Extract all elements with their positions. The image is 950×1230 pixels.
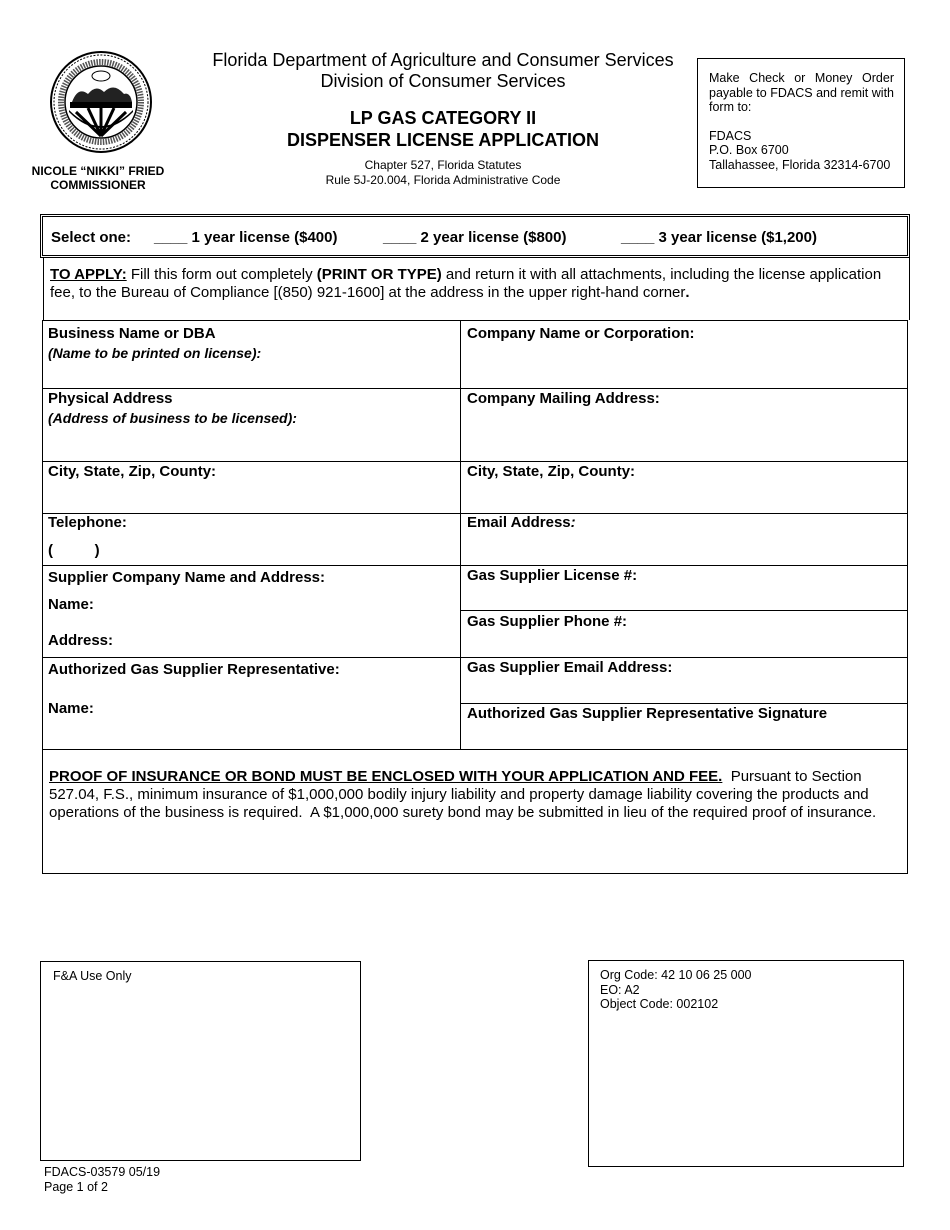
city-left-label: City, State, Zip, County:	[48, 463, 217, 480]
commissioner-name: NICOLE “NIKKI” FRIED	[31, 164, 165, 178]
supplier-address-label: Address:	[48, 632, 114, 649]
form-title-line1: LP GAS CATEGORY II	[349, 108, 537, 128]
business-name-label: Business Name or DBA	[48, 325, 216, 342]
division-name: Division of Consumer Services	[320, 71, 566, 91]
apply-emphasis: (PRINT OR TYPE)	[316, 266, 442, 283]
page-number: Page 1 of 2	[44, 1179, 108, 1194]
supplier-name-label: Name:	[48, 596, 94, 613]
representative-signature-label: Authorized Gas Supplier Representative Signature	[467, 705, 828, 722]
city-right-label: City, State, Zip, County:	[467, 463, 636, 480]
eo-code: EO: A2	[600, 982, 640, 997]
license-option-2-year[interactable]: ____ 2 year license ($800)	[383, 229, 567, 246]
org-code-box	[588, 960, 904, 1167]
fa-use-only-box	[40, 961, 361, 1161]
fa-use-only-label: F&A Use Only	[53, 969, 132, 983]
license-option-1-year[interactable]: ____ 1 year license ($400)	[154, 229, 338, 246]
agency-heading	[190, 50, 696, 92]
florida-agriculture-seal-icon	[48, 50, 154, 154]
remit-instructions: Make Check or Money Order payable to FDACS and remit with form to:	[709, 71, 894, 114]
supplier-phone-label: Gas Supplier Phone #:	[467, 613, 628, 630]
mailing-address-label: Company Mailing Address:	[467, 390, 660, 407]
telephone-label: Telephone:	[48, 514, 127, 531]
company-name-label: Company Name or Corporation:	[467, 325, 695, 342]
insurance-notice	[42, 749, 908, 874]
supplier-email-label: Gas Supplier Email Address:	[467, 659, 673, 676]
remit-box	[697, 58, 905, 188]
email-label-text: Email Address	[467, 514, 571, 531]
applicant-field-grid	[42, 320, 908, 750]
apply-period: .	[685, 284, 690, 301]
apply-heading: TO APPLY:	[50, 266, 127, 283]
form-footer	[44, 1165, 160, 1194]
statute-rule: Rule 5J-20.004, Florida Administrative Code	[325, 173, 561, 187]
representative-label: Authorized Gas Supplier Representative:	[48, 661, 340, 678]
object-code: Object Code: 002102	[600, 997, 719, 1011]
email-label-colon: :	[570, 514, 576, 531]
statute-reference	[190, 158, 696, 188]
apply-text-2: and return it with all attachments, including the license application fee, to the Bureau of Compliance [(850) 921-1600] at the address in the upper right-hand corner	[50, 266, 882, 301]
telephone-area-code: ( )	[48, 542, 100, 559]
license-select-row	[40, 214, 910, 258]
apply-text-1: Fill this form out completely	[126, 266, 317, 283]
org-code: Org Code: 42 10 06 25 000	[600, 968, 752, 982]
physical-address-note: (Address of business to be licensed):	[48, 410, 297, 426]
remit-po-box: P.O. Box 6700	[709, 143, 789, 157]
remit-name: FDACS	[709, 128, 752, 143]
remit-city: Tallahassee, Florida 32314-6700	[709, 157, 891, 172]
physical-address-label: Physical Address	[48, 390, 173, 407]
form-number: FDACS-03579 05/19	[44, 1165, 161, 1179]
supplier-license-label: Gas Supplier License #:	[467, 567, 638, 584]
agency-name: Florida Department of Agriculture and Consumer Services	[212, 50, 674, 70]
commissioner-block	[18, 164, 178, 192]
representative-name-label: Name:	[48, 700, 94, 717]
business-name-note: (Name to be printed on license):	[48, 345, 262, 361]
apply-instructions	[43, 258, 910, 320]
email-label	[467, 514, 576, 532]
select-one-label: Select one:	[51, 229, 132, 246]
form-title	[190, 107, 696, 151]
insurance-text: Pursuant to Section 527.04, F.S., minimum insurance of $1,000,000 bodily injury liability and property damage liability covering the products and operations of the business is required. A $1,000,000 surety bond may be submitted in lieu of the required proof of insurance.	[49, 768, 877, 821]
license-option-3-year[interactable]: ____ 3 year license ($1,200)	[621, 229, 817, 246]
commissioner-title: COMMISSIONER	[50, 178, 146, 192]
statute-chapter: Chapter 527, Florida Statutes	[364, 158, 522, 172]
form-title-line2: DISPENSER LICENSE APPLICATION	[286, 130, 600, 150]
supplier-company-label: Supplier Company Name and Address:	[48, 569, 326, 586]
insurance-heading: PROOF OF INSURANCE OR BOND MUST BE ENCLOSED WITH YOUR APPLICATION AND FEE.	[49, 768, 723, 785]
